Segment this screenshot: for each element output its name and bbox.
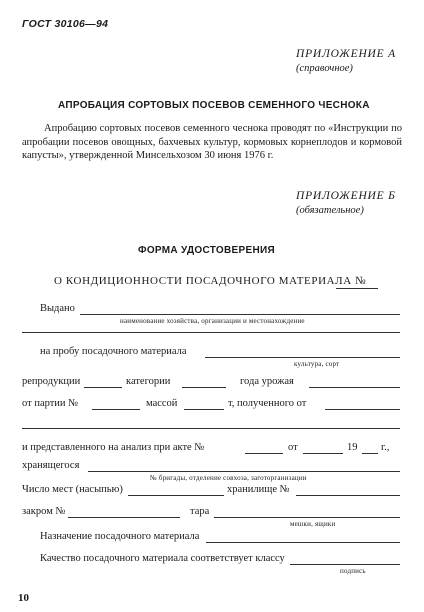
- stored-line: [88, 471, 400, 472]
- batch-line: [92, 409, 140, 410]
- sample-line: [205, 357, 400, 358]
- section-a-paragraph: Апробацию сортовых посевов семенного чеснока проводят по «Инструкции по апробации посевов овощных, бахчевых культур, кормовых корнеплодов и кормовой капусты», утвержденной Минсельхозом 30 июня 1976 г.: [22, 123, 402, 161]
- storage-line: [296, 495, 400, 496]
- sample-hint: культура, сорт: [294, 360, 340, 368]
- signature-hint: подпись: [340, 567, 366, 575]
- category-label: категории: [126, 376, 171, 387]
- issued-line: [80, 314, 400, 315]
- issued-line-2: [22, 332, 400, 333]
- section-a-heading: АПРОБАЦИЯ СОРТОВЫХ ПОСЕВОВ СЕМЕННОГО ЧЕСНОКА: [58, 100, 370, 111]
- purpose-label: Назначение посадочного материала: [40, 531, 200, 542]
- page-number: 10: [18, 592, 29, 604]
- places-line: [128, 495, 224, 496]
- reproduction-label: репродукции: [22, 376, 81, 387]
- bookmark-line: [68, 517, 180, 518]
- appendix-a-title: ПРИЛОЖЕНИЕ А: [296, 48, 396, 60]
- received-from-line-2: [22, 428, 400, 429]
- storage-label: хранилище №: [227, 484, 290, 495]
- tare-hint: мешки, ящики: [290, 520, 336, 528]
- purpose-line: [206, 542, 400, 543]
- quality-line: [290, 564, 400, 565]
- received-from-line: [325, 409, 400, 410]
- received-from-label: т, полученного от: [228, 398, 307, 409]
- quality-label: Качество посадочного материала соответствует классу: [40, 553, 285, 564]
- appendix-b-title: ПРИЛОЖЕНИЕ Б: [296, 190, 396, 202]
- date-line: [303, 453, 343, 454]
- batch-label: от партии №: [22, 398, 79, 409]
- sample-label: на пробу посадочного материала: [40, 346, 187, 357]
- appendix-a-subtitle: (справочное): [296, 63, 353, 74]
- harvest-year-label: года урожая: [240, 376, 294, 387]
- issued-label: Выдано: [40, 303, 75, 314]
- stored-label: хранящегося: [22, 460, 80, 471]
- submitted-label: и представленного на анализ при акте №: [22, 442, 205, 453]
- mass-line: [184, 409, 224, 410]
- form-subtitle: О КОНДИЦИОННОСТИ ПОСАДОЧНОГО МАТЕРИАЛА №: [54, 275, 367, 287]
- year-19-label: 19: [347, 442, 358, 453]
- from-label: от: [288, 442, 298, 453]
- reproduction-line: [84, 387, 122, 388]
- gost-header: ГОСТ 30106—94: [22, 18, 109, 30]
- act-number-line: [245, 453, 283, 454]
- harvest-year-line: [309, 387, 400, 388]
- form-heading: ФОРМА УДОСТОВЕРЕНИЯ: [138, 245, 275, 256]
- appendix-b-subtitle: (обязательное): [296, 205, 364, 216]
- mass-label: массой: [146, 398, 178, 409]
- tare-line: [214, 517, 400, 518]
- stored-hint: № бригады, отделение совхоза, заготорганизации: [150, 474, 307, 482]
- places-label: Число мест (насыпью): [22, 484, 123, 495]
- year-line: [362, 453, 378, 454]
- category-line: [182, 387, 226, 388]
- year-suffix: г.,: [381, 442, 390, 453]
- tare-label: тара: [190, 506, 210, 517]
- bookmark-label: закром №: [22, 506, 66, 517]
- issued-hint: наименование хозяйства, организации и местонахождение: [120, 317, 305, 325]
- certificate-number-line: [336, 288, 378, 289]
